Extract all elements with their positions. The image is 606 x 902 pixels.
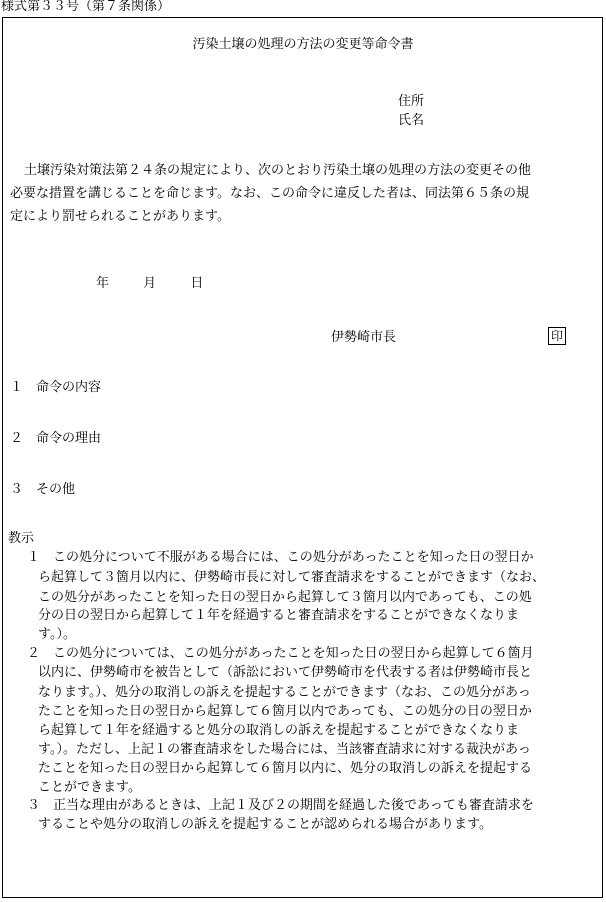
issuer-title: 伊勢崎市長 — [331, 330, 397, 345]
date-line — [96, 277, 203, 290]
notice-item-line: す。）。 — [38, 627, 76, 642]
notice-item-line: ら起算して３箇月以内に、伊勢崎市長に対して審査請求をすることができます（なお、 — [38, 570, 546, 585]
date-month-label: 月 — [143, 276, 157, 291]
document-title: 汚染土壌の処理の方法の変更等命令書 — [192, 37, 414, 52]
section-command-content: １ 命令の内容 — [10, 380, 102, 395]
notice-item-line: ことができます。 — [38, 780, 141, 795]
section-command-reason: ２ 命令の理由 — [10, 431, 102, 446]
date-year-label: 年 — [96, 276, 110, 291]
notice-item-line: １ この処分について不服がある場合には、この処分があったことを知った日の翌日か — [27, 550, 534, 565]
notice-item-line: なります。）、処分の取消しの訴えを提起することができます（なお、この処分があっ — [38, 685, 531, 700]
notice-item-line: たことを知った日の翌日から起算して６箇月以内に、処分の取消しの訴えを提起する — [38, 761, 533, 776]
notice-item-line: ３ 正当な理由があるときは、上記１及び２の期間を経過した後であっても審査請求を — [27, 798, 534, 813]
notice-heading: 教示 — [8, 531, 35, 546]
notice-item-line: ２ この処分については、この処分があったことを知った日の翌日から起算して６箇月 — [27, 646, 534, 661]
body-text-line: 定により罰せられることがあります。 — [10, 209, 230, 224]
notice-item-line: たことを知った日の翌日から起算して６箇月以内であっても、この処分の日の翌日か — [38, 704, 532, 719]
seal-mark: 印 — [548, 327, 566, 345]
notice-item-line: この処分があったことを知った日の翌日から起算して３箇月以内であっても、この処 — [38, 590, 532, 605]
notice-item-line: することや処分の取消しの訴えを提起することが認められる場合があります。 — [38, 817, 492, 832]
date-day-label: 日 — [190, 276, 204, 291]
notice-item-line: ら起算して１年を経過すると処分の取消しの訴えを提起することができなくなりま — [38, 723, 520, 738]
notice-item-line: 分の日の翌日から起算して１年を経過すると審査請求をすることができなくなりま — [38, 608, 520, 623]
notice-item-line: 以内に、伊勢崎市を被告として（訴訟において伊勢崎市を代表する者は伊勢崎市長と — [38, 665, 533, 680]
notice-item-line: す。）。ただし、上記１の審査請求をした場合には、当該審査請求に対する裁決があっ — [38, 742, 531, 757]
address-label: 住所 — [398, 94, 425, 109]
section-other: ３ その他 — [10, 482, 76, 497]
body-text-line: 土壌汚染対策法第２４条の規定により、次のとおり汚染土壌の処理の方法の変更その他 — [24, 163, 532, 178]
name-label: 氏名 — [398, 113, 425, 128]
form-number-label: 様式第３３号（第７条関係） — [1, 0, 171, 14]
body-text-line: 必要な措置を講じることを命じます。なお、この命令に違反した者は、同法第６５条の規 — [10, 186, 529, 201]
